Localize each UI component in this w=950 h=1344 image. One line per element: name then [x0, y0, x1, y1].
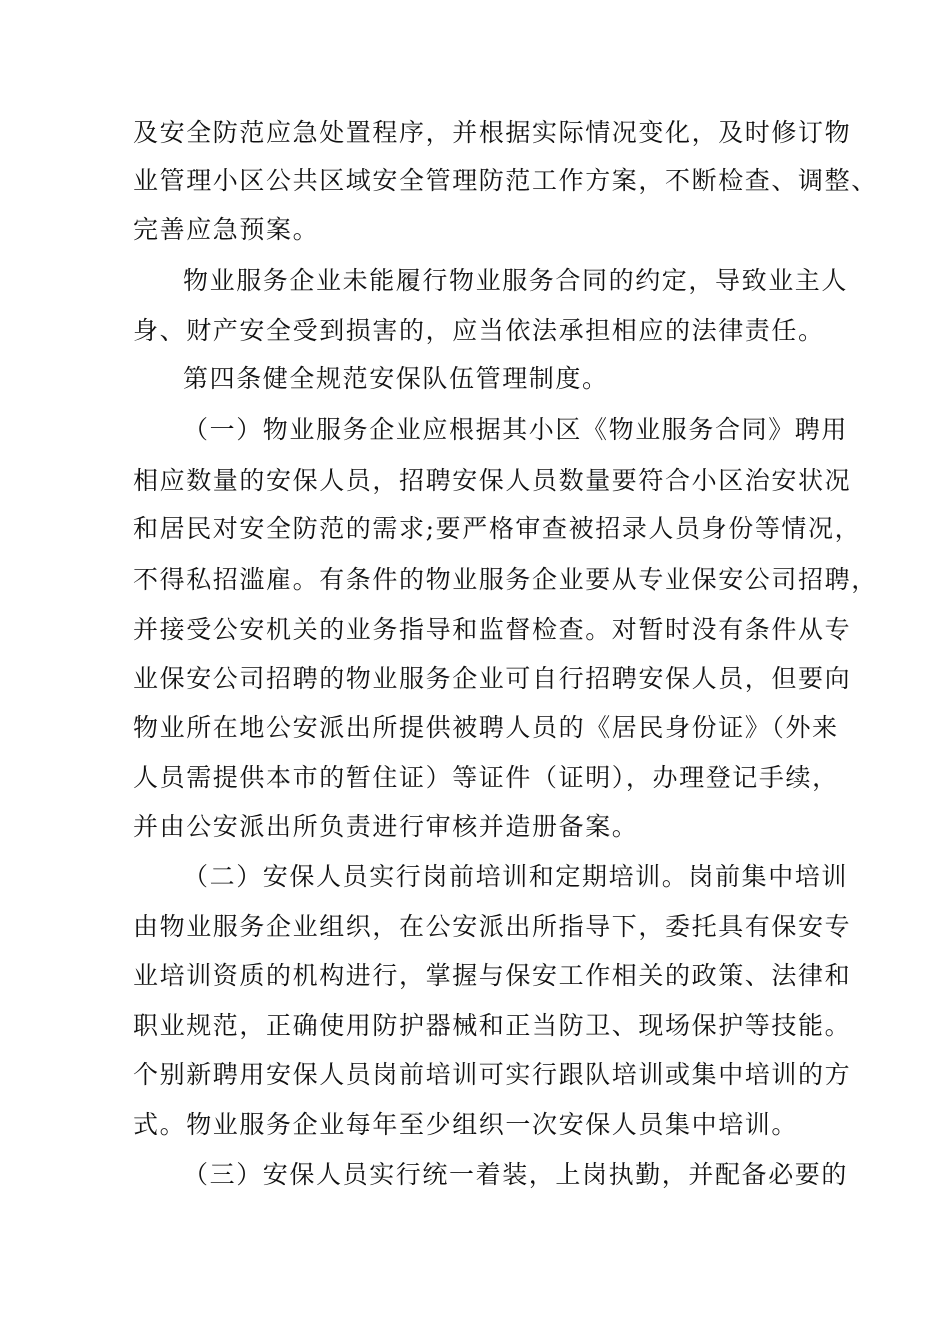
text-line: 个别新聘用安保人员岗前培训可实行跟队培训或集中培训的方 [133, 1060, 852, 1089]
text-line: 完善应急预案。 [133, 215, 320, 244]
section-heading: 第四条健全规范安保队伍管理制度。 [183, 364, 609, 393]
text-line: 物业服务企业未能履行物业服务合同的约定，导致业主人 [183, 266, 849, 295]
text-line: 及安全防范应急处置程序，并根据实际情况变化，及时修订物 [133, 118, 852, 147]
text-line: 相应数量的安保人员，招聘安保人员数量要符合小区治安状况 [133, 466, 852, 495]
text-line: 物业所在地公安派出所提供被聘人员的《居民身份证》（外来 [133, 713, 839, 742]
text-line: 业管理小区公共区域安全管理防范工作方案，不断检查、调整、 [133, 166, 878, 195]
text-line: 由物业服务企业组织，在公安派出所指导下，委托具有保安专 [133, 912, 852, 941]
text-line: 并接受公安机关的业务指导和监督检查。对暂时没有条件从专 [133, 615, 852, 644]
text-line: 职业规范，正确使用防护器械和正当防卫、现场保护等技能。 [133, 1011, 852, 1040]
text-line: 不得私招滥雇。有条件的物业服务企业要从专业保安公司招聘， [133, 565, 878, 594]
text-line: 和居民对安全防范的需求;要严格审查被招录人员身份等情况， [133, 514, 862, 543]
text-line: （一）物业服务企业应根据其小区《物业服务合同》聘用 [183, 415, 849, 444]
text-line: 并由公安派出所负责进行审核并造册备案。 [133, 812, 639, 841]
text-line: 业培训资质的机构进行，掌握与保安工作相关的政策、法律和 [133, 961, 852, 990]
text-line: 式。物业服务企业每年至少组织一次安保人员集中培训。 [133, 1110, 799, 1139]
text-line: 人员需提供本市的暂住证）等证件（证明），办理登记手续， [133, 763, 839, 792]
text-line: （三）安保人员实行统一着装，上岗执勤，并配备必要的 [183, 1160, 849, 1189]
text-line: （二）安保人员实行岗前培训和定期培训。岗前集中培训 [183, 862, 849, 891]
text-line: 业保安公司招聘的物业服务企业可自行招聘安保人员，但要向 [133, 664, 852, 693]
text-line: 身、财产安全受到损害的，应当依法承担相应的法律责任。 [133, 316, 825, 345]
